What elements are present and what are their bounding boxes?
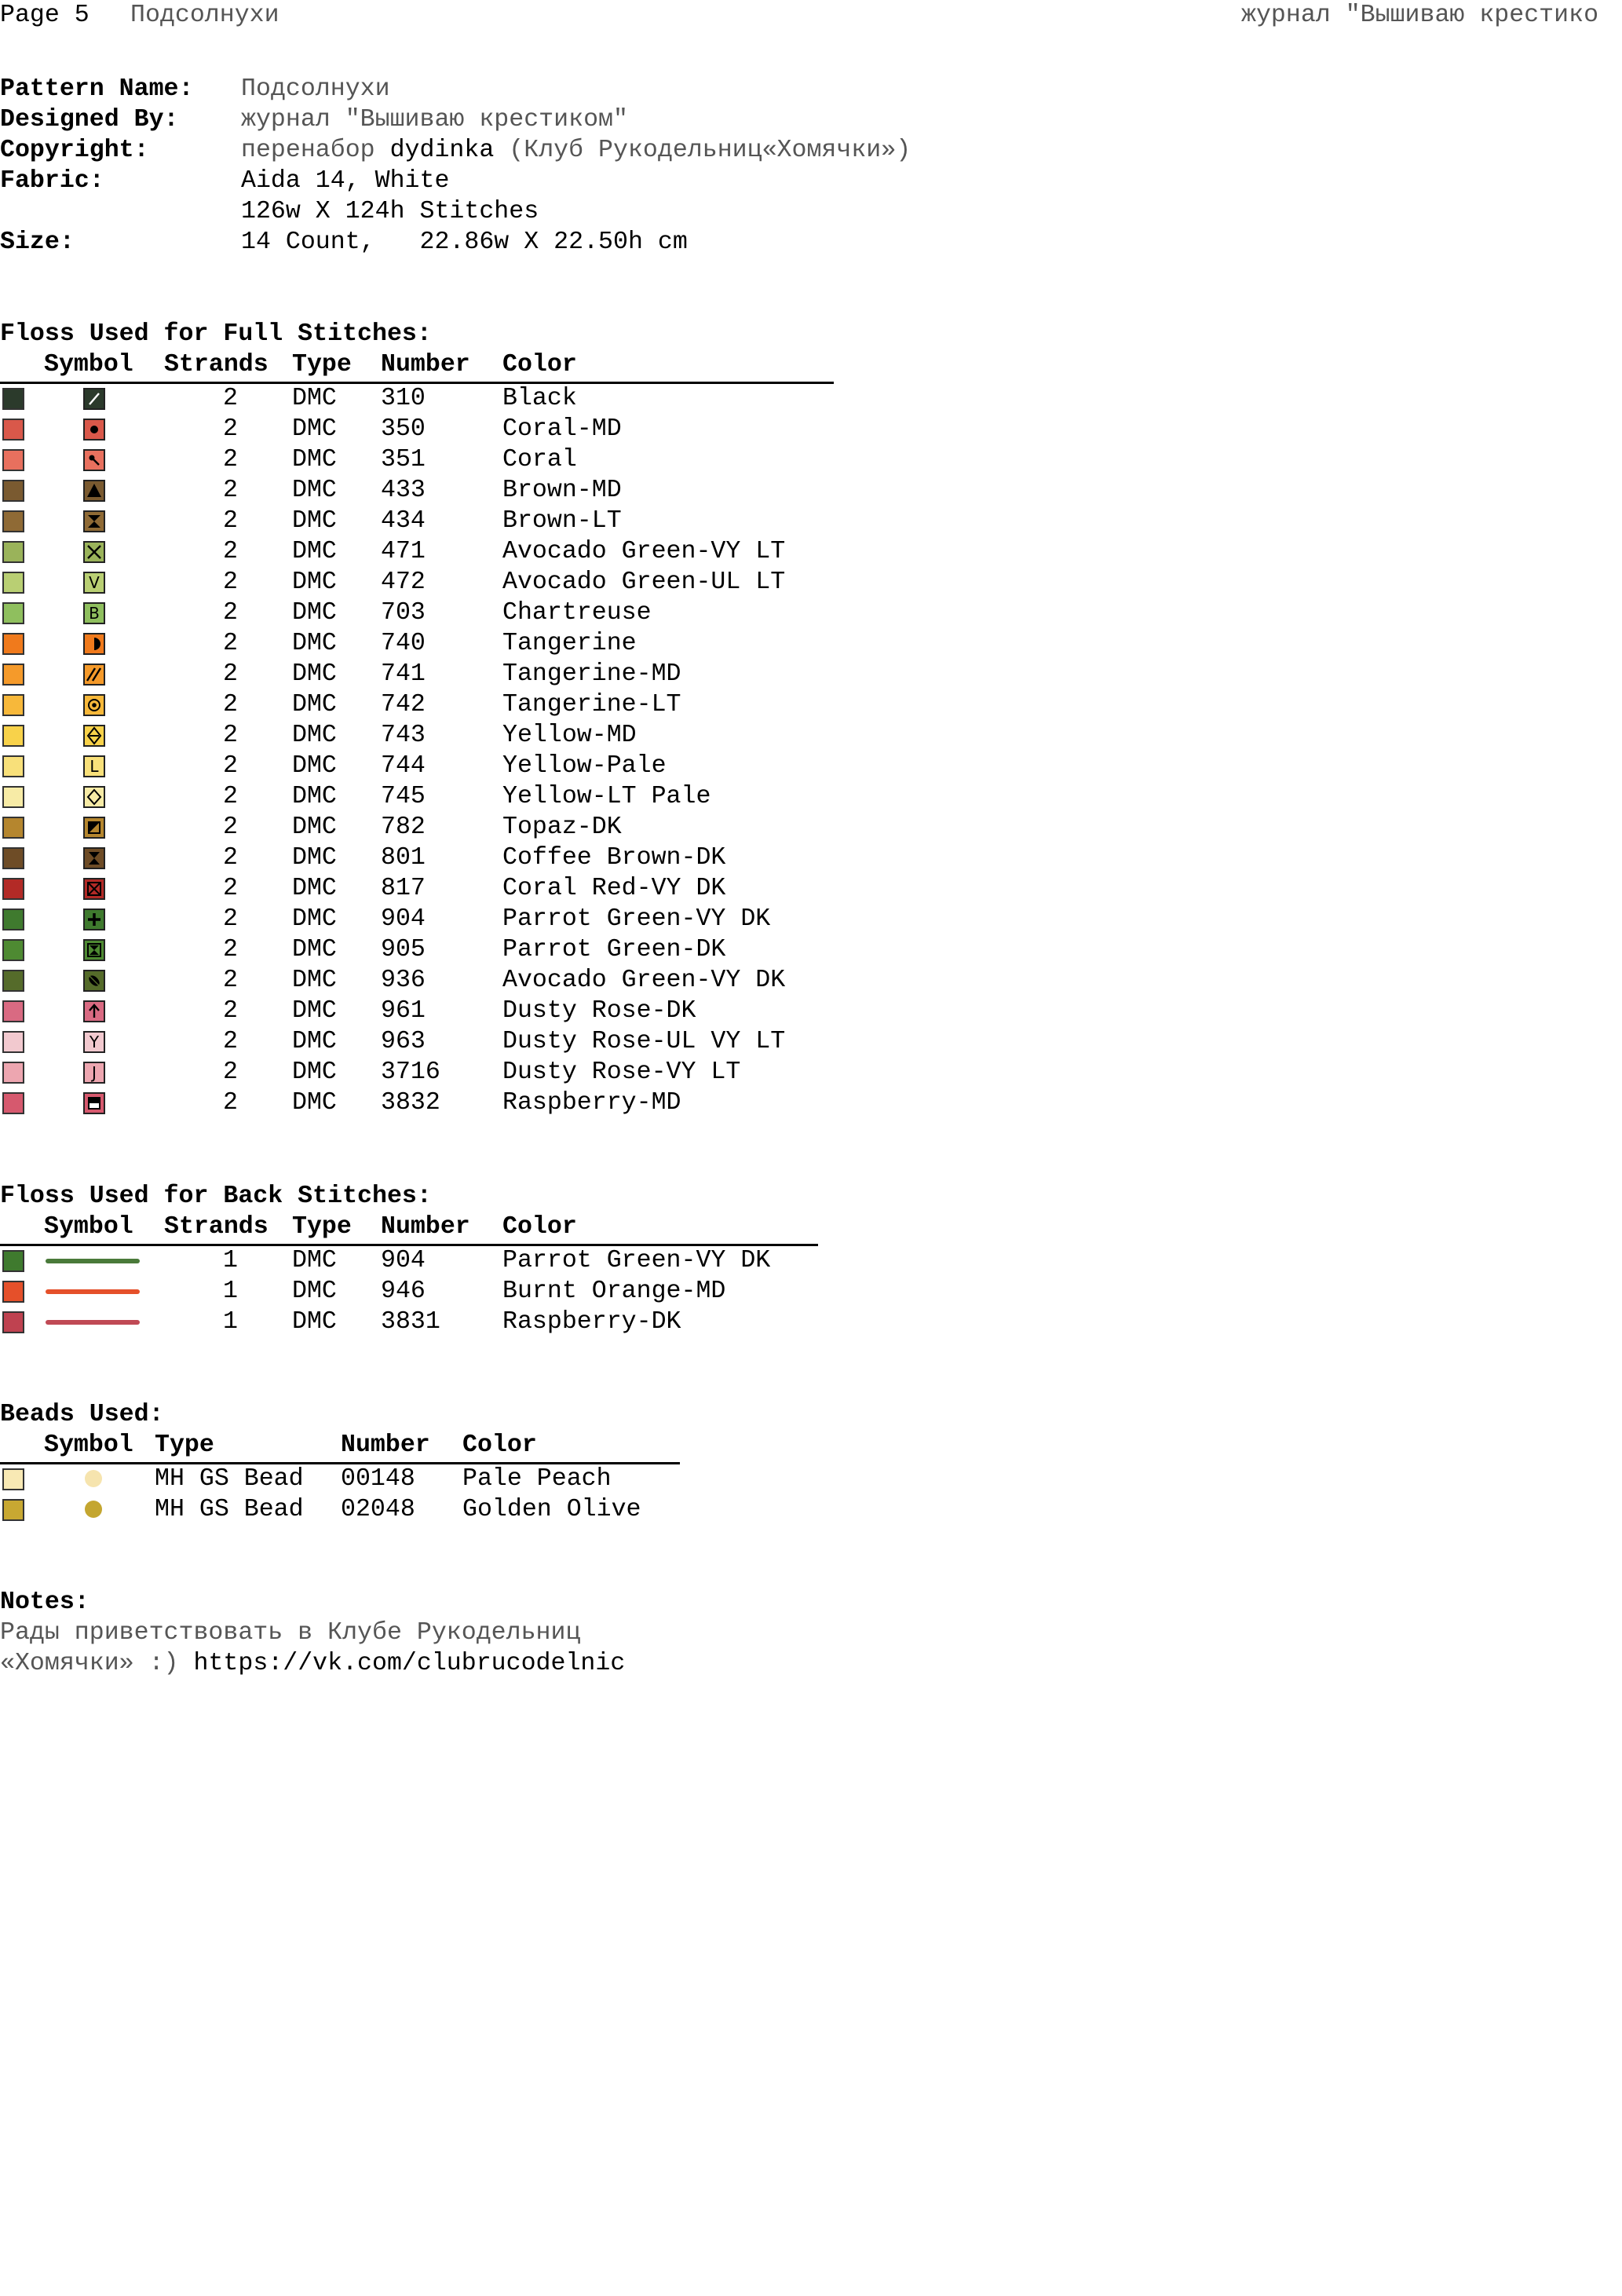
color-swatch bbox=[2, 388, 24, 410]
strands-cell: 2 bbox=[223, 446, 238, 473]
beads-col-type: Type bbox=[155, 1431, 214, 1459]
strands-cell: 2 bbox=[223, 722, 238, 749]
type-cell: MH GS Bead bbox=[155, 1496, 304, 1523]
color-name-cell: Dusty Rose-DK bbox=[502, 997, 696, 1025]
notes-line-1: Рады приветствовать в Клубе Рукодельниц bbox=[0, 1619, 581, 1647]
color-name-cell: Coffee Brown-DK bbox=[502, 844, 726, 872]
copyright-suffix: (Клуб Рукодельниц«Хомячки») bbox=[494, 137, 911, 164]
bead-dot-icon bbox=[85, 1470, 102, 1487]
type-cell: DMC bbox=[292, 875, 337, 902]
color-name-cell: Raspberry-DK bbox=[502, 1308, 681, 1336]
strands-cell: 2 bbox=[223, 1058, 238, 1086]
table-row bbox=[0, 659, 834, 689]
color-name-cell: Yellow-LT Pale bbox=[502, 783, 711, 810]
table-row bbox=[0, 1057, 834, 1088]
type-cell: DMC bbox=[292, 446, 337, 473]
type-cell: DMC bbox=[292, 752, 337, 780]
designed-by: журнал "Вышиваю крестиком" bbox=[241, 106, 628, 133]
stitch-symbol-hourglass-icon bbox=[83, 847, 105, 869]
strands-cell: 2 bbox=[223, 967, 238, 994]
color-name-cell: Avocado Green-VY LT bbox=[502, 538, 786, 565]
back-col-number: Number bbox=[381, 1213, 470, 1241]
type-cell: DMC bbox=[292, 538, 337, 565]
color-swatch bbox=[2, 541, 24, 563]
number-cell: 703 bbox=[381, 599, 426, 627]
table-row bbox=[0, 628, 834, 659]
strands-cell: 2 bbox=[223, 507, 238, 535]
stitch-symbol-B-icon: B bbox=[83, 602, 105, 624]
type-cell: DMC bbox=[292, 1089, 337, 1117]
stitch-symbol-V-icon: V bbox=[83, 572, 105, 594]
backstitch-line-icon bbox=[46, 1259, 140, 1263]
type-cell: DMC bbox=[292, 997, 337, 1025]
strands-cell: 2 bbox=[223, 660, 238, 688]
table-row bbox=[0, 904, 834, 934]
color-name-cell: Brown-LT bbox=[502, 507, 622, 535]
number-cell: 904 bbox=[381, 1247, 426, 1274]
color-swatch bbox=[2, 878, 24, 900]
color-name-cell: Parrot Green-VY DK bbox=[502, 1247, 771, 1274]
table-row bbox=[0, 1026, 834, 1057]
table-row bbox=[0, 1276, 818, 1307]
stitch-symbol-dot-icon bbox=[83, 419, 105, 441]
color-name-cell: Dusty Rose-UL VY LT bbox=[502, 1028, 786, 1055]
copyright-label: Copyright: bbox=[0, 137, 149, 164]
type-cell: DMC bbox=[292, 1028, 337, 1055]
table-row bbox=[0, 1464, 680, 1494]
stitch-symbol-diamonddot-icon bbox=[83, 725, 105, 747]
pattern-name-label: Pattern Name: bbox=[0, 75, 194, 103]
type-cell: DMC bbox=[292, 1308, 337, 1336]
color-name-cell: Golden Olive bbox=[462, 1496, 641, 1523]
color-swatch bbox=[2, 602, 24, 624]
type-cell: DMC bbox=[292, 507, 337, 535]
table-row bbox=[0, 383, 834, 414]
color-name-cell: Pale Peach bbox=[462, 1465, 612, 1493]
stitch-symbol-target-icon bbox=[83, 694, 105, 716]
color-swatch bbox=[2, 847, 24, 869]
type-cell: DMC bbox=[292, 1247, 337, 1274]
stitch-symbol-leaf-icon bbox=[83, 970, 105, 992]
color-swatch bbox=[2, 755, 24, 777]
color-name-cell: Parrot Green-VY DK bbox=[502, 905, 771, 933]
number-cell: 817 bbox=[381, 875, 426, 902]
table-row bbox=[0, 1494, 680, 1525]
copyright-value bbox=[241, 138, 911, 163]
backstitch-line-icon bbox=[46, 1289, 140, 1294]
bead-dot-icon bbox=[85, 1501, 102, 1518]
color-name-cell: Yellow-Pale bbox=[502, 752, 667, 780]
fabric: Aida 14, White bbox=[241, 167, 450, 195]
table-row bbox=[0, 567, 834, 598]
back-col-strands: Strands bbox=[164, 1213, 269, 1241]
color-name-cell: Chartreuse bbox=[502, 599, 652, 627]
number-cell: 741 bbox=[381, 660, 426, 688]
color-swatch bbox=[2, 694, 24, 716]
number-cell: 472 bbox=[381, 569, 426, 596]
strands-cell: 2 bbox=[223, 1089, 238, 1117]
type-cell: DMC bbox=[292, 630, 337, 657]
table-row bbox=[0, 536, 834, 567]
back-col-symbol: Symbol bbox=[44, 1213, 133, 1241]
stitch-count: 126w X 124h Stitches bbox=[241, 198, 539, 225]
number-cell: 471 bbox=[381, 538, 426, 565]
type-cell: DMC bbox=[292, 415, 337, 443]
notes-prefix: «Хомячки» :) bbox=[0, 1650, 194, 1677]
stitch-symbol-slash-icon bbox=[83, 388, 105, 410]
stitch-symbol-arrowup-icon bbox=[83, 1000, 105, 1022]
type-cell: DMC bbox=[292, 905, 337, 933]
type-cell: DMC bbox=[292, 813, 337, 841]
beads-col-number: Number bbox=[341, 1431, 430, 1459]
copyright-prefix: перенабор bbox=[241, 137, 390, 164]
back-col-color: Color bbox=[502, 1213, 577, 1241]
page-number: Page 5 bbox=[0, 2, 90, 29]
type-cell: DMC bbox=[292, 385, 337, 412]
color-name-cell: Burnt Orange-MD bbox=[502, 1278, 726, 1305]
type-cell: DMC bbox=[292, 936, 337, 963]
number-cell: 00148 bbox=[341, 1465, 415, 1493]
strands-cell: 2 bbox=[223, 385, 238, 412]
strands-cell: 2 bbox=[223, 936, 238, 963]
color-swatch bbox=[2, 480, 24, 502]
color-swatch bbox=[2, 633, 24, 655]
pattern-name: Подсолнухи bbox=[241, 75, 390, 103]
color-name-cell: Coral bbox=[502, 446, 577, 473]
color-name-cell: Tangerine-LT bbox=[502, 691, 681, 718]
stitch-symbol-halfsquare-icon bbox=[83, 817, 105, 839]
col-number: Number bbox=[381, 351, 470, 378]
strands-cell: 2 bbox=[223, 630, 238, 657]
table-row bbox=[0, 506, 834, 536]
number-cell: 904 bbox=[381, 905, 426, 933]
color-swatch bbox=[2, 449, 24, 471]
strands-cell: 2 bbox=[223, 1028, 238, 1055]
type-cell: DMC bbox=[292, 599, 337, 627]
type-cell: MH GS Bead bbox=[155, 1465, 304, 1493]
number-cell: 351 bbox=[381, 446, 426, 473]
number-cell: 782 bbox=[381, 813, 426, 841]
beads-col-color: Color bbox=[462, 1431, 537, 1459]
number-cell: 350 bbox=[381, 415, 426, 443]
color-swatch bbox=[2, 725, 24, 747]
number-cell: 963 bbox=[381, 1028, 426, 1055]
color-swatch bbox=[2, 1092, 24, 1114]
color-swatch bbox=[2, 1250, 24, 1272]
number-cell: 310 bbox=[381, 385, 426, 412]
header-publisher: журнал "Вышиваю крестико bbox=[1241, 2, 1599, 29]
stitch-symbol-halfcircle-icon bbox=[83, 633, 105, 655]
table-row bbox=[0, 414, 834, 444]
strands-cell: 2 bbox=[223, 599, 238, 627]
strands-cell: 2 bbox=[223, 875, 238, 902]
color-swatch bbox=[2, 1000, 24, 1022]
color-swatch bbox=[2, 1499, 24, 1521]
table-row bbox=[0, 781, 834, 812]
strands-cell: 2 bbox=[223, 538, 238, 565]
copyright-nick: dydinka bbox=[389, 137, 495, 164]
type-cell: DMC bbox=[292, 844, 337, 872]
type-cell: DMC bbox=[292, 783, 337, 810]
strands-cell: 2 bbox=[223, 569, 238, 596]
number-cell: 3716 bbox=[381, 1058, 440, 1086]
color-name-cell: Tangerine bbox=[502, 630, 637, 657]
color-swatch bbox=[2, 510, 24, 532]
color-swatch bbox=[2, 817, 24, 839]
number-cell: 742 bbox=[381, 691, 426, 718]
col-symbol: Symbol bbox=[44, 351, 133, 378]
table-row bbox=[0, 720, 834, 751]
table-row bbox=[0, 934, 834, 965]
type-cell: DMC bbox=[292, 477, 337, 504]
number-cell: 3831 bbox=[381, 1308, 440, 1336]
table-row bbox=[0, 965, 834, 996]
table-row bbox=[0, 444, 834, 475]
number-cell: 961 bbox=[381, 997, 426, 1025]
notes-title: Notes: bbox=[0, 1589, 90, 1616]
type-cell: DMC bbox=[292, 1278, 337, 1305]
color-name-cell: Coral-MD bbox=[502, 415, 622, 443]
type-cell: DMC bbox=[292, 967, 337, 994]
strands-cell: 2 bbox=[223, 691, 238, 718]
table-row bbox=[0, 751, 834, 781]
number-cell: 905 bbox=[381, 936, 426, 963]
color-swatch bbox=[2, 572, 24, 594]
fabric-label: Fabric: bbox=[0, 167, 104, 195]
stitch-symbol-doubleslash-icon bbox=[83, 664, 105, 686]
number-cell: 743 bbox=[381, 722, 426, 749]
header-title: Подсолнухи bbox=[130, 2, 279, 29]
stitch-symbol-halfbar-icon bbox=[83, 1092, 105, 1114]
color-name-cell: Parrot Green-DK bbox=[502, 936, 726, 963]
number-cell: 745 bbox=[381, 783, 426, 810]
number-cell: 740 bbox=[381, 630, 426, 657]
col-strands: Strands bbox=[164, 351, 269, 378]
stitch-symbol-L-icon: L bbox=[83, 755, 105, 777]
color-name-cell: Dusty Rose-VY LT bbox=[502, 1058, 741, 1086]
stitch-symbol-x-icon bbox=[83, 541, 105, 563]
color-name-cell: Raspberry-MD bbox=[502, 1089, 681, 1117]
color-swatch bbox=[2, 419, 24, 441]
table-row bbox=[0, 812, 834, 843]
stitch-symbol-triangle-icon bbox=[83, 480, 105, 502]
strands-cell: 2 bbox=[223, 783, 238, 810]
number-cell: 434 bbox=[381, 507, 426, 535]
number-cell: 02048 bbox=[341, 1496, 415, 1523]
col-type: Type bbox=[292, 351, 352, 378]
notes-link[interactable]: https://vk.com/clubrucodelnic bbox=[193, 1650, 626, 1677]
number-cell: 3832 bbox=[381, 1089, 440, 1117]
size-label: Size: bbox=[0, 229, 75, 256]
color-swatch bbox=[2, 1031, 24, 1053]
beads-title: Beads Used: bbox=[0, 1401, 164, 1428]
color-name-cell: Yellow-MD bbox=[502, 722, 637, 749]
color-swatch bbox=[2, 1281, 24, 1303]
color-name-cell: Tangerine-MD bbox=[502, 660, 681, 688]
strands-cell: 2 bbox=[223, 905, 238, 933]
type-cell: DMC bbox=[292, 660, 337, 688]
strands-cell: 2 bbox=[223, 997, 238, 1025]
beads-col-symbol: Symbol bbox=[44, 1431, 133, 1459]
strands-cell: 1 bbox=[223, 1278, 238, 1305]
number-cell: 946 bbox=[381, 1278, 426, 1305]
strands-cell: 2 bbox=[223, 752, 238, 780]
color-swatch bbox=[2, 909, 24, 930]
notes-line-2 bbox=[0, 1651, 625, 1676]
color-swatch bbox=[2, 664, 24, 686]
strands-cell: 2 bbox=[223, 415, 238, 443]
color-swatch bbox=[2, 970, 24, 992]
stitch-symbol-boxx-icon bbox=[83, 878, 105, 900]
stitch-symbol-diamond-icon bbox=[83, 786, 105, 808]
number-cell: 801 bbox=[381, 844, 426, 872]
color-name-cell: Topaz-DK bbox=[502, 813, 622, 841]
size: 14 Count, 22.86w X 22.50h cm bbox=[241, 229, 688, 256]
color-swatch bbox=[2, 1468, 24, 1490]
color-swatch bbox=[2, 1311, 24, 1333]
table-row bbox=[0, 843, 834, 873]
stitch-symbol-J-icon: J bbox=[83, 1062, 105, 1084]
type-cell: DMC bbox=[292, 1058, 337, 1086]
number-cell: 433 bbox=[381, 477, 426, 504]
strands-cell: 1 bbox=[223, 1308, 238, 1336]
color-swatch bbox=[2, 786, 24, 808]
strands-cell: 1 bbox=[223, 1247, 238, 1274]
color-name-cell: Coral Red-VY DK bbox=[502, 875, 726, 902]
strands-cell: 2 bbox=[223, 844, 238, 872]
color-swatch bbox=[2, 939, 24, 961]
stitch-symbol-Y-icon: Y bbox=[83, 1031, 105, 1053]
designed-by-label: Designed By: bbox=[0, 106, 179, 133]
back-stitches-title: Floss Used for Back Stitches: bbox=[0, 1183, 432, 1210]
stitch-symbol-bowtie-icon bbox=[83, 510, 105, 532]
type-cell: DMC bbox=[292, 691, 337, 718]
full-stitches-title: Floss Used for Full Stitches: bbox=[0, 320, 432, 348]
color-name-cell: Avocado Green-UL LT bbox=[502, 569, 786, 596]
table-row bbox=[0, 1245, 818, 1276]
back-col-type: Type bbox=[292, 1213, 352, 1241]
color-name-cell: Avocado Green-VY DK bbox=[502, 967, 786, 994]
type-cell: DMC bbox=[292, 569, 337, 596]
table-row bbox=[0, 996, 834, 1026]
color-name-cell: Black bbox=[502, 385, 577, 412]
table-row bbox=[0, 689, 834, 720]
backstitch-line-icon bbox=[46, 1320, 140, 1325]
number-cell: 936 bbox=[381, 967, 426, 994]
table-row bbox=[0, 1088, 834, 1118]
strands-cell: 2 bbox=[223, 477, 238, 504]
type-cell: DMC bbox=[292, 722, 337, 749]
stitch-symbol-hourglass2-icon bbox=[83, 939, 105, 961]
strands-cell: 2 bbox=[223, 813, 238, 841]
table-row bbox=[0, 873, 834, 904]
col-color: Color bbox=[502, 351, 577, 378]
table-row bbox=[0, 475, 834, 506]
color-swatch bbox=[2, 1062, 24, 1084]
stitch-symbol-plus-icon bbox=[83, 909, 105, 930]
table-row bbox=[0, 1307, 818, 1337]
stitch-symbol-pin-icon bbox=[83, 449, 105, 471]
color-name-cell: Brown-MD bbox=[502, 477, 622, 504]
table-row bbox=[0, 598, 834, 628]
number-cell: 744 bbox=[381, 752, 426, 780]
